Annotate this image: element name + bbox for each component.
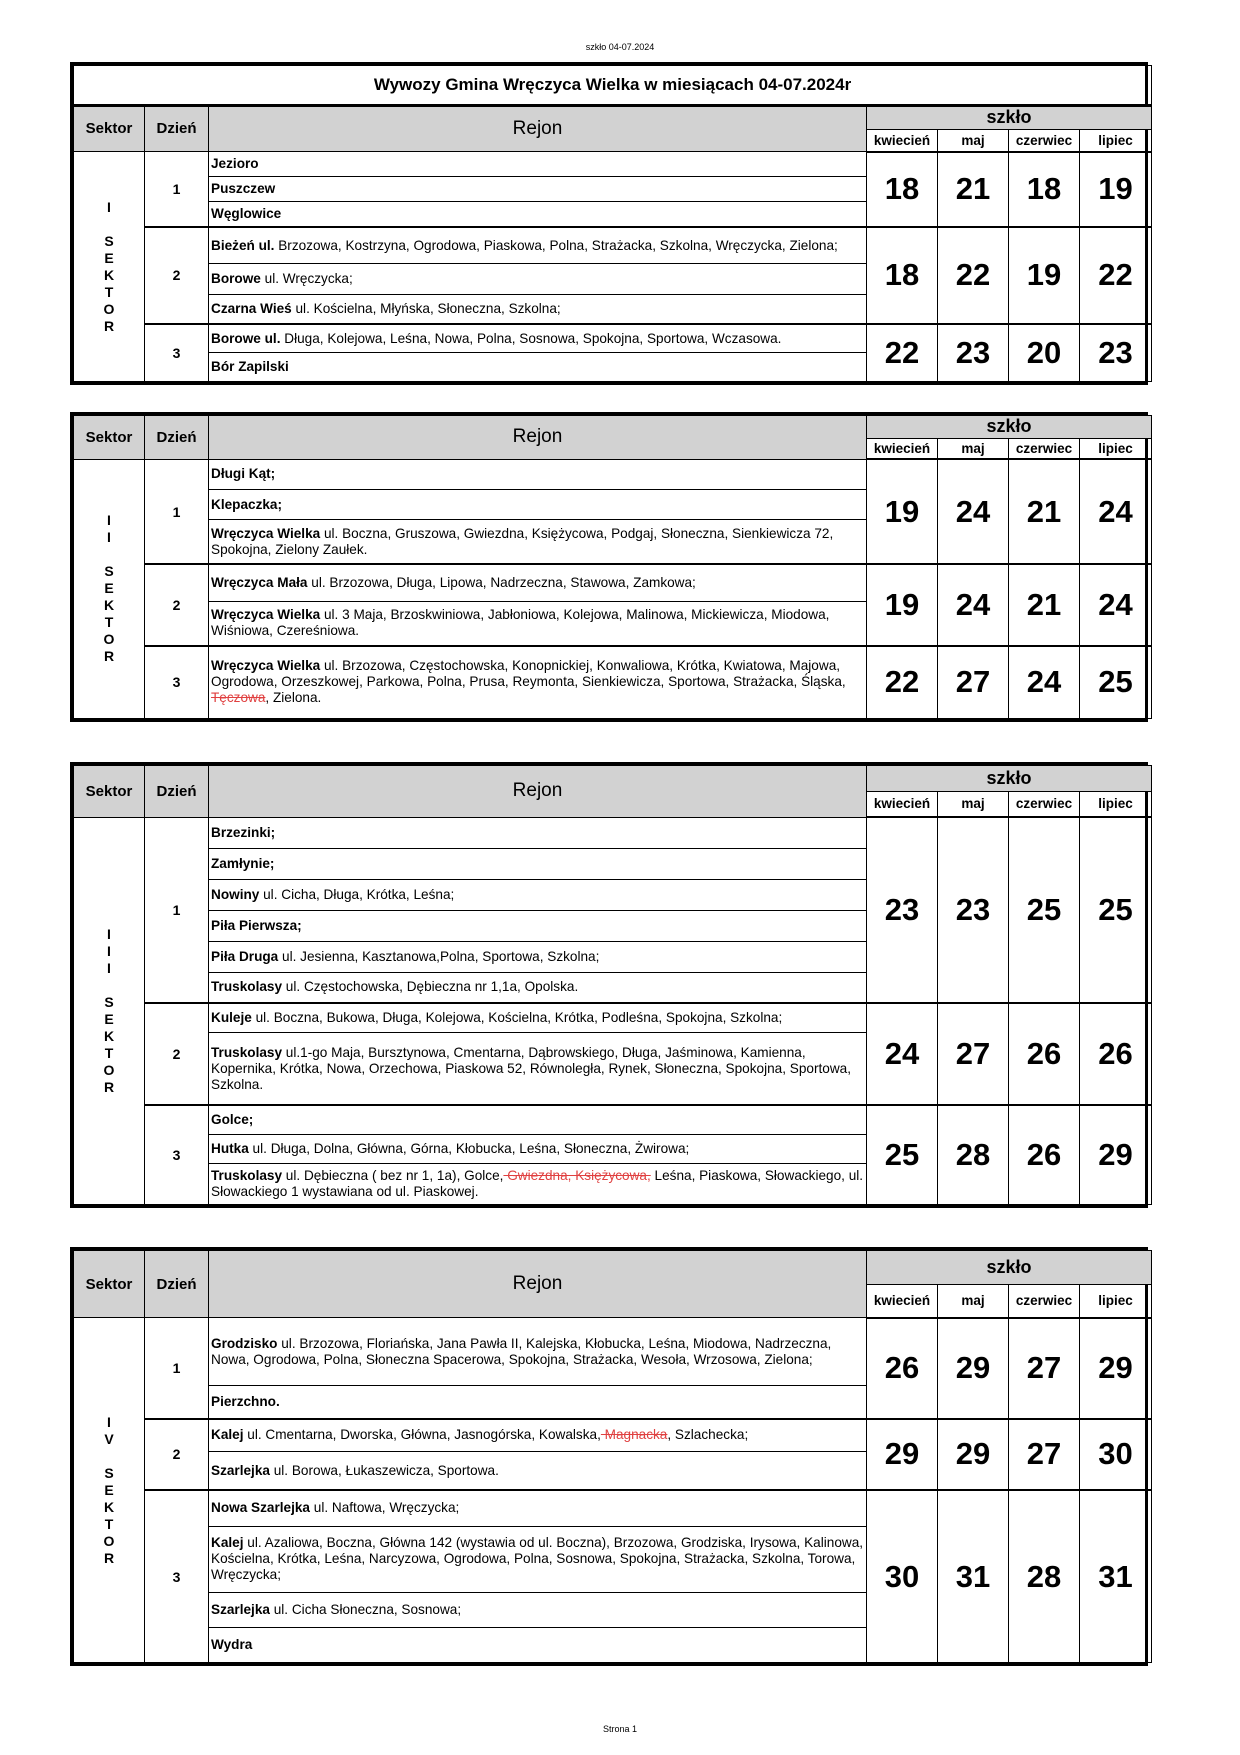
region-row: [209, 1318, 867, 1386]
region-name: Truskolasy: [211, 1167, 283, 1183]
region-streets: ul. Brzozowa, Długa, Lipowa, Nadrzeczna, Stawowa, Zamkowa;: [307, 575, 696, 591]
schedule-table: [73, 415, 1152, 719]
region-row: [209, 910, 867, 941]
pickup-date: 22: [867, 646, 938, 719]
pickup-date: 24: [938, 564, 1009, 645]
region-name: Piła Druga: [211, 948, 279, 964]
region-name: Wręczyca Wielka: [211, 525, 321, 541]
header-rejon: Rejon: [209, 1251, 867, 1318]
region-streets: , Szlachecka;: [667, 1427, 749, 1443]
pickup-date: 20: [1009, 324, 1080, 381]
pickup-date: 22: [938, 227, 1009, 325]
region-streets: ul. Boczna, Gruszowa, Gwiezdna, Księżycowa, Podgaj, Słoneczna, Sienkiewicza 72, Spokojna, Zielony Zaułek.: [211, 525, 834, 557]
region-streets: ul. Cicha Słoneczna, Sosnowa;: [269, 1601, 462, 1617]
day-number: 2: [145, 1003, 209, 1105]
header-szklo: szkło: [867, 766, 1152, 792]
header-dzien: Dzień: [145, 766, 209, 818]
region-row: [209, 941, 867, 972]
sector-label: I V S E K T O R: [74, 1318, 145, 1663]
region-streets: ul. Brzozowa, Floriańska, Jana Pawła II, Kalejska, Kłobucka, Leśna, Miodowa, Nadrzeczna, Nowa, Ogrodowa, Polna, Słoneczna Spacerowa, Spokojna, Strażacka, Wesoła, Wrzosowa, Zielona;: [211, 1335, 832, 1367]
pickup-date: 19: [1009, 227, 1080, 325]
pickup-date: 24: [1080, 564, 1152, 645]
region-row: [209, 520, 867, 565]
region-row: [209, 177, 867, 202]
region-name: Kuleje: [211, 1010, 252, 1026]
region-row: [209, 1452, 867, 1490]
region-name: Grodzisko: [211, 1335, 278, 1351]
document-title: Wywozy Gmina Wręczyca Wielka w miesiącach 04-07.2024r: [74, 66, 1152, 106]
pickup-date: 27: [938, 1003, 1009, 1105]
region-row: [209, 1163, 867, 1204]
region-row: [209, 459, 867, 489]
month-header: kwiecień: [867, 438, 938, 459]
region-streets: ul. Kościelna, Młyńska, Słoneczna, Szkolna;: [291, 300, 561, 316]
pickup-date: 29: [938, 1318, 1009, 1419]
pickup-date: 29: [867, 1419, 938, 1490]
month-header: lipiec: [1080, 1285, 1152, 1318]
header-rejon: Rejon: [209, 105, 867, 152]
region-streets: ul. 3 Maja, Brzoskwiniowa, Jabłoniowa, Kolejowa, Malinowa, Mickiewicza, Miodowa, Wiśniowa, Czereśniowa.: [211, 607, 830, 639]
struck-street: Tęczowa: [211, 690, 266, 706]
region-row: [209, 294, 867, 324]
pickup-date: 28: [938, 1105, 1009, 1204]
region-streets: Długa, Kolejowa, Leśna, Nowa, Polna, Sosnowa, Spokojna, Sportowa, Wczasowa.: [280, 330, 782, 346]
header-sektor: Sektor: [74, 766, 145, 818]
pickup-date: 25: [1080, 817, 1152, 1003]
region-row: [209, 352, 867, 381]
pickup-date: 23: [1080, 324, 1152, 381]
sector-block-1: [70, 62, 1148, 385]
header-szklo: szkło: [867, 1251, 1152, 1285]
header-dzien: Dzień: [145, 105, 209, 152]
month-header: lipiec: [1080, 130, 1152, 152]
region-name: Golce;: [211, 1111, 254, 1127]
region-row: [209, 602, 867, 646]
region-name: Borowe: [211, 271, 261, 287]
region-row: [209, 817, 867, 848]
region-row: [209, 1627, 867, 1662]
pickup-date: 30: [1080, 1419, 1152, 1490]
region-name: Truskolasy: [211, 1044, 283, 1060]
region-streets: ul. Borowa, Łukaszewicza, Sportowa.: [269, 1462, 499, 1478]
pickup-date: 21: [938, 152, 1009, 227]
pickup-date: 19: [867, 564, 938, 645]
region-name: Bieżeń ul.: [211, 237, 275, 253]
day-number: 3: [145, 646, 209, 719]
region-streets: ul. Jesienna, Kasztanowa,Polna, Sportowa, Szkolna;: [278, 948, 600, 964]
pickup-date: 25: [867, 1105, 938, 1204]
region-row: [209, 1105, 867, 1134]
sector-label: I I S E K T O R: [74, 459, 145, 718]
day-number: 1: [145, 152, 209, 227]
page-footer: Strona 1: [602, 1724, 638, 1734]
schedule-table: [73, 765, 1152, 1205]
pickup-date: 29: [938, 1419, 1009, 1490]
pickup-date: 26: [867, 1318, 938, 1419]
day-number: 2: [145, 227, 209, 325]
region-name: Bór Zapilski: [211, 358, 289, 374]
month-header: maj: [938, 791, 1009, 817]
region-name: Węglowice: [211, 205, 282, 221]
sector-block-3: [70, 762, 1148, 1208]
region-streets: Leśna, Piaskowa, Słowackiego, ul. Słowackiego 1 wystawiana od ul. Piaskowej.: [211, 1167, 864, 1199]
region-streets: ul. Naftowa, Wręczycka;: [309, 1500, 460, 1516]
region-streets: ul. Częstochowska, Dębieczna nr 1,1a, Opolska.: [282, 979, 579, 995]
region-name: Wręczyca Wielka: [211, 658, 321, 674]
region-name: Puszczew: [211, 181, 276, 197]
header-rejon: Rejon: [209, 766, 867, 818]
page-header: szkło 04-07.2024: [585, 42, 655, 52]
header-sektor: Sektor: [74, 1251, 145, 1318]
month-header: maj: [938, 1285, 1009, 1318]
pickup-date: 18: [867, 152, 938, 227]
sector-block-4: [70, 1247, 1148, 1666]
pickup-date: 26: [1009, 1003, 1080, 1105]
day-number: 2: [145, 564, 209, 645]
schedule-table: [73, 1250, 1152, 1663]
pickup-date: 27: [938, 646, 1009, 719]
pickup-date: 18: [1009, 152, 1080, 227]
region-row: [209, 324, 867, 352]
pickup-date: 22: [867, 324, 938, 381]
pickup-date: 26: [1009, 1105, 1080, 1204]
pickup-date: 27: [1009, 1419, 1080, 1490]
header-dzien: Dzień: [145, 1251, 209, 1318]
region-row: [209, 1490, 867, 1526]
pickup-date: 19: [1080, 152, 1152, 227]
region-streets: ul. Długa, Dolna, Główna, Górna, Kłobucka, Leśna, Słoneczna, Żwirowa;: [248, 1140, 690, 1156]
region-streets: ul. Azaliowa, Boczna, Główna 142 (wystawia od ul. Boczna), Brzozowa, Grodziska, Irysowa, Kalinowa, Kościelna, Krótka, Leśna, Narcyzowa, Ogrodowa, Polna, Sosnowa, Spokojna, Strażacka, Szkolna, Torowa, Wręczycka;: [211, 1535, 864, 1583]
struck-street: Gwiezdna, Księżycowa,: [503, 1167, 651, 1183]
month-header: czerwiec: [1009, 1285, 1080, 1318]
month-header: kwiecień: [867, 791, 938, 817]
region-name: Hutka: [211, 1140, 249, 1156]
pickup-date: 23: [938, 324, 1009, 381]
region-name: Pierzchno.: [211, 1393, 280, 1409]
header-sektor: Sektor: [74, 105, 145, 152]
region-streets: , Zielona.: [265, 690, 322, 706]
pickup-date: 23: [938, 817, 1009, 1003]
day-number: 3: [145, 1490, 209, 1663]
region-row: [209, 1134, 867, 1163]
region-name: Kalej: [211, 1535, 244, 1551]
month-header: czerwiec: [1009, 791, 1080, 817]
day-number: 3: [145, 324, 209, 381]
month-header: czerwiec: [1009, 130, 1080, 152]
sector-block-2: [70, 412, 1148, 722]
schedule-table: [73, 65, 1152, 382]
pickup-date: 24: [938, 459, 1009, 564]
pickup-date: 29: [1080, 1105, 1152, 1204]
region-row: [209, 564, 867, 601]
pickup-date: 19: [867, 459, 938, 564]
region-row: [209, 879, 867, 910]
region-name: Jezioro: [211, 156, 259, 172]
pickup-date: 31: [938, 1490, 1009, 1663]
month-header: czerwiec: [1009, 438, 1080, 459]
region-name: Nowiny: [211, 886, 260, 902]
pickup-date: 24: [1080, 459, 1152, 564]
header-szklo: szkło: [867, 105, 1152, 130]
region-name: Brzezinki;: [211, 824, 276, 840]
pickup-date: 30: [867, 1490, 938, 1663]
region-name: Szarlejka: [211, 1601, 270, 1617]
region-row: [209, 646, 867, 719]
region-name: Klepaczka;: [211, 496, 283, 512]
header-rejon: Rejon: [209, 416, 867, 460]
pickup-date: 21: [1009, 459, 1080, 564]
sector-label: I I I S E K T O R: [74, 817, 145, 1204]
region-streets: ul. Cicha, Długa, Krótka, Leśna;: [259, 886, 455, 902]
header-szklo: szkło: [867, 416, 1152, 439]
region-name: Borowe ul.: [211, 330, 281, 346]
region-name: Kalej: [211, 1427, 244, 1443]
pickup-date: 25: [1009, 817, 1080, 1003]
region-row: [209, 1526, 867, 1592]
region-name: Truskolasy: [211, 979, 283, 995]
region-name: Szarlejka: [211, 1462, 270, 1478]
pickup-date: 24: [1009, 646, 1080, 719]
region-name: Wydra: [211, 1636, 253, 1652]
region-name: Piła Pierwsza;: [211, 917, 302, 933]
pickup-date: 25: [1080, 646, 1152, 719]
region-row: [209, 264, 867, 294]
pickup-date: 22: [1080, 227, 1152, 325]
region-row: [209, 848, 867, 879]
pickup-date: 31: [1080, 1490, 1152, 1663]
region-row: [209, 1592, 867, 1627]
region-name: Długi Kąt;: [211, 466, 276, 482]
region-streets: ul. Cmentarna, Dworska, Główna, Jasnogórska, Kowalska,: [243, 1427, 601, 1443]
month-header: lipiec: [1080, 791, 1152, 817]
month-header: maj: [938, 130, 1009, 152]
pickup-date: 18: [867, 227, 938, 325]
region-row: [209, 202, 867, 227]
region-streets: Brzozowa, Kostrzyna, Ogrodowa, Piaskowa, Polna, Strażacka, Szkolna, Wręczycka, Zielona;: [274, 237, 838, 253]
region-name: Wręczyca Mała: [211, 575, 308, 591]
header-dzien: Dzień: [145, 416, 209, 460]
day-number: 1: [145, 817, 209, 1003]
month-header: kwiecień: [867, 130, 938, 152]
region-row: [209, 1419, 867, 1452]
region-streets: ul. Brzozowa, Częstochowska, Konopnickiej, Konwaliowa, Krótka, Kwiatowa, Majowa, Ogrodowa, Orzeszkowej, Parkowa, Polna, Prusa, Reymonta, Sienkiewicza, Sportowa, Strażacka, Śląska,: [211, 658, 846, 690]
region-streets: ul. Dębieczna ( bez nr 1, 1a), Golce,: [282, 1167, 504, 1183]
pickup-date: 27: [1009, 1318, 1080, 1419]
pickup-date: 21: [1009, 564, 1080, 645]
pickup-date: 29: [1080, 1318, 1152, 1419]
pickup-date: 24: [867, 1003, 938, 1105]
region-streets: ul. Wręczycka;: [260, 271, 353, 287]
day-number: 1: [145, 1318, 209, 1419]
day-number: 2: [145, 1419, 209, 1490]
region-row: [209, 1033, 867, 1105]
region-name: Czarna Wieś: [211, 300, 292, 316]
month-header: maj: [938, 438, 1009, 459]
region-name: Nowa Szarlejka: [211, 1500, 310, 1516]
day-number: 3: [145, 1105, 209, 1204]
month-header: lipiec: [1080, 438, 1152, 459]
region-row: [209, 227, 867, 264]
region-row: [209, 1003, 867, 1033]
region-row: [209, 1386, 867, 1419]
pickup-date: 26: [1080, 1003, 1152, 1105]
sector-label: I S E K T O R: [74, 152, 145, 382]
header-sektor: Sektor: [74, 416, 145, 460]
pickup-date: 23: [867, 817, 938, 1003]
region-streets: ul. Boczna, Bukowa, Długa, Kolejowa, Kościelna, Krótka, Podleśna, Spokojna, Szkolna;: [251, 1010, 783, 1026]
struck-street: Magnacka: [600, 1427, 668, 1443]
region-row: [209, 152, 867, 177]
region-streets: ul.1-go Maja, Bursztynowa, Cmentarna, Dąbrowskiego, Długa, Jaśminowa, Kamienna, Kopernika, Krótka, Nowa, Orzechowa, Piaskowa 52, Równoległa, Rynek, Słoneczna, Spokojna, Sportowa, Szkolna.: [211, 1044, 852, 1092]
month-header: kwiecień: [867, 1285, 938, 1318]
day-number: 1: [145, 459, 209, 564]
pickup-date: 28: [1009, 1490, 1080, 1663]
region-name: Wręczyca Wielka: [211, 607, 321, 623]
region-row: [209, 489, 867, 519]
region-row: [209, 972, 867, 1003]
region-name: Zamłynie;: [211, 855, 275, 871]
